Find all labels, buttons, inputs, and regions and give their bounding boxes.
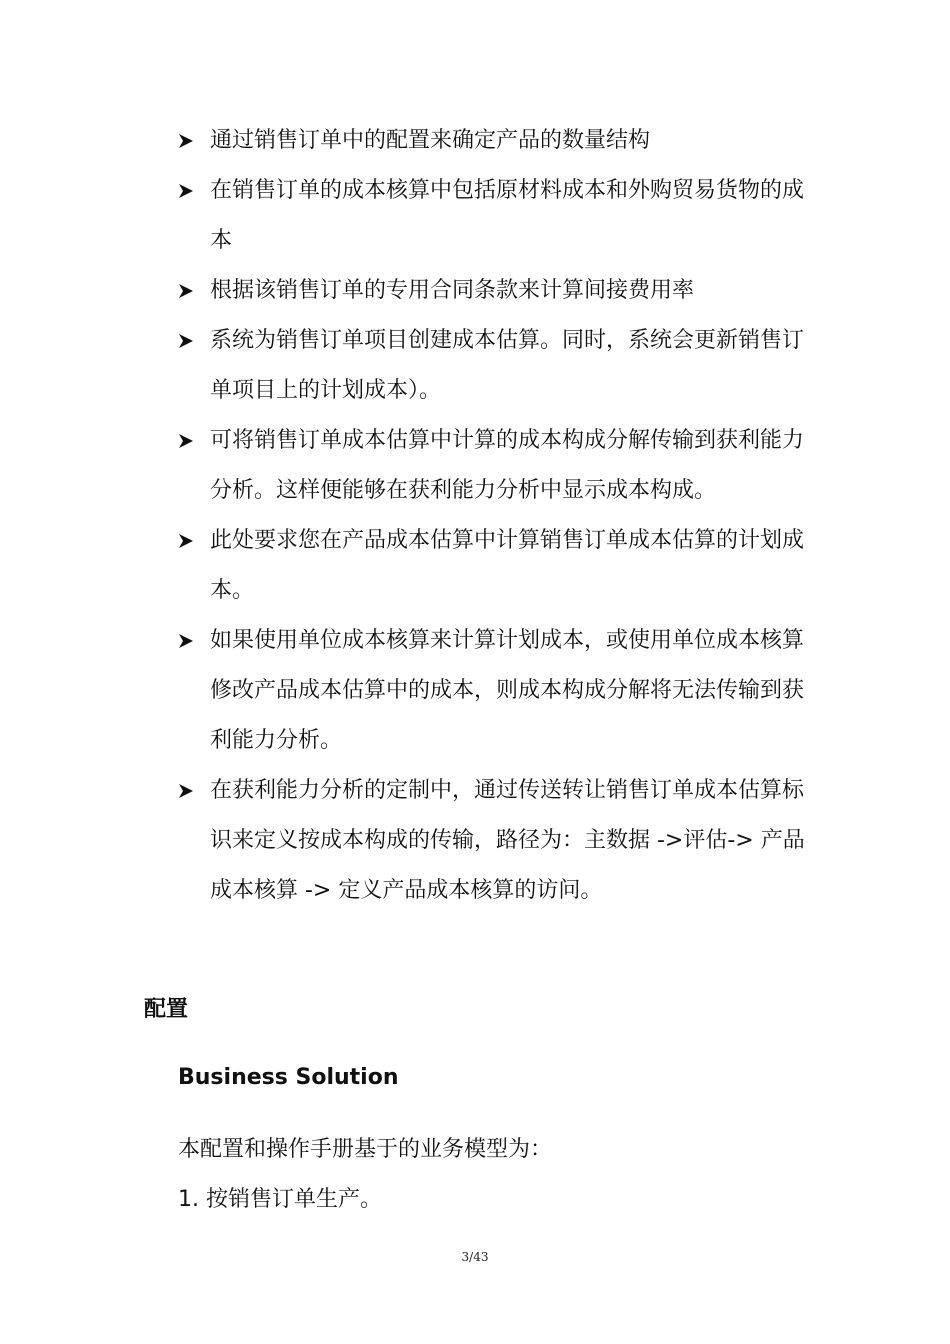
arrowhead-bullet-icon [178, 416, 202, 466]
bullet-text: 在销售订单的成本核算中包括原材料成本和外购贸易货物的成本 [210, 178, 805, 253]
arrowhead-bullet-icon [178, 766, 202, 816]
arrowhead-bullet-icon [178, 316, 202, 366]
bullet-item [0, 516, 808, 616]
intro-paragraph: 本配置和操作手册基于的业务模型为： [178, 1137, 553, 1162]
subsection-heading: Business Solution [178, 1065, 399, 1090]
page-number: 3/43 [461, 1250, 489, 1264]
bullet-item [0, 766, 808, 916]
bullet-item [0, 416, 808, 516]
bullet-text: 在获利能力分析的定制中，通过传送转让销售订单成本估算标识来定义按成本构成的传输，路径为：主数据 ->评估-> 产品成本核算 -> 定义产品成本核算的访问。 [210, 778, 805, 903]
arrowhead-bullet-icon [178, 116, 202, 166]
bullet-item [0, 166, 808, 266]
bullet-text: 系统为销售订单项目创建成本估算。同时，系统会更新销售订单项目上的计划成本）。 [210, 328, 805, 403]
section-heading: 配置 [144, 997, 189, 1022]
arrowhead-bullet-icon [178, 266, 202, 316]
bullet-text: 此处要求您在产品成本估算中计算销售订单成本估算的计划成本。 [210, 528, 805, 603]
bullet-text: 根据该销售订单的专用合同条款来计算间接费用率 [210, 278, 695, 303]
bullet-text: 可将销售订单成本估算中计算的成本构成分解传输到获利能力分析。这样便能够在获利能力分析中显示成本构成。 [210, 428, 805, 503]
bullet-item [0, 316, 808, 416]
numbered-item: 1. 按销售订单生产。 [178, 1187, 382, 1212]
bullet-item [0, 266, 808, 316]
bullet-text: 如果使用单位成本核算来计算计划成本，或使用单位成本核算修改产品成本估算中的成本，则成本构成分解将无法传输到获利能力分析。 [210, 628, 805, 753]
bullet-item [0, 616, 808, 766]
bullet-list [0, 116, 950, 916]
bullet-text: 通过销售订单中的配置来确定产品的数量结构 [210, 128, 651, 153]
arrowhead-bullet-icon [178, 616, 202, 666]
arrowhead-bullet-icon [178, 166, 202, 216]
bullet-item [0, 116, 808, 166]
arrowhead-bullet-icon [178, 516, 202, 566]
